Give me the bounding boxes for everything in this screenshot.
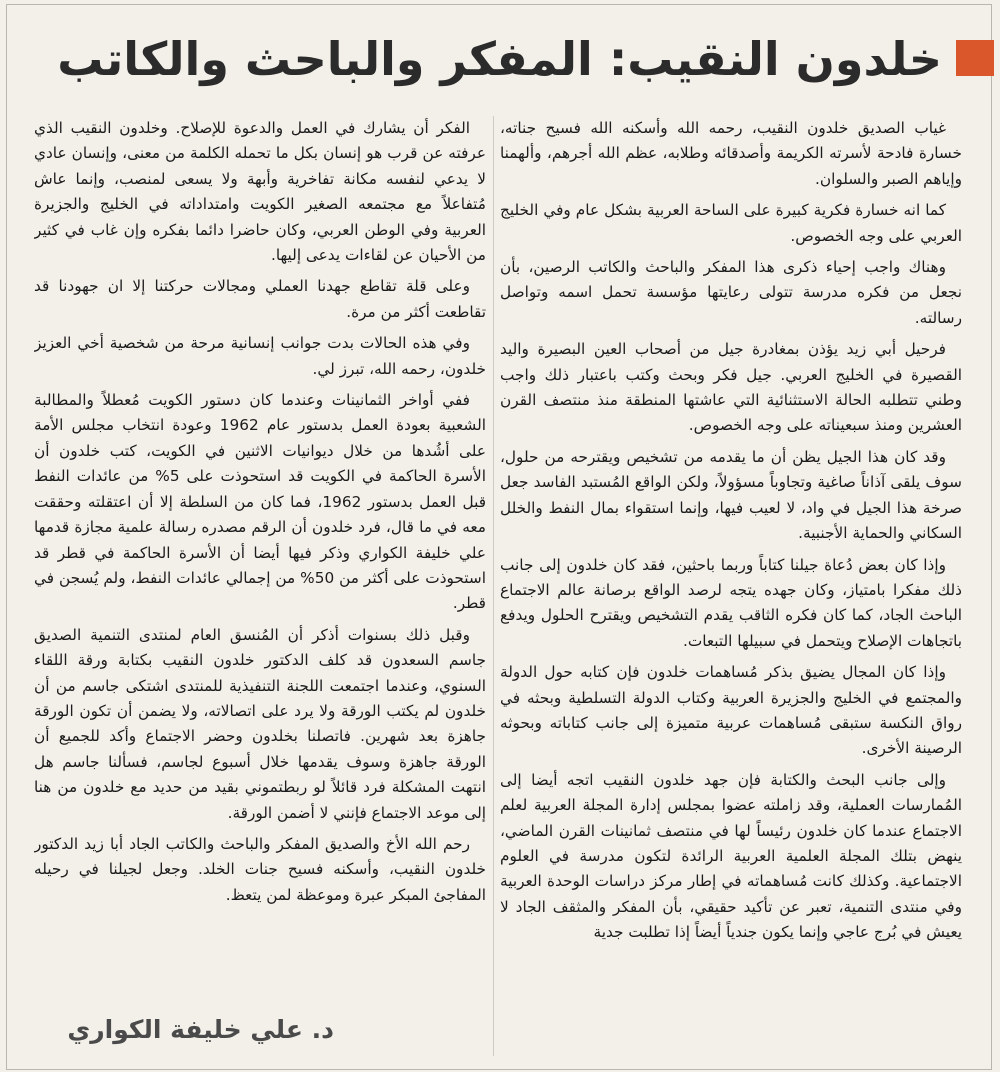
author-byline: د. علي خليفة الكواري [67, 1015, 334, 1044]
paragraph: وإذا كان بعض دُعاة جيلنا كتاباً وربما باحثين، فقد كان خلدون إلى جانب ذلك مفكرا بامتياز، وكان جهده يتجه لرصد الواقع برصانة عالم الاجتماع الباحث الجاد، كما كان فكره الثاقب يقدم التشخيص ويقترح الحلول ويدفع باتجاهات الإصلاح ويتحمل في سبيلها التبعات. [500, 555, 962, 650]
paragraph: وعلى قلة تقاطع جهدنا العملي ومجالات حركتنا إلا ان جهودنا قد تقاطعت أكثر من مرة. [34, 277, 486, 321]
paragraph: وإلى جانب البحث والكتابة فإن جهد خلدون النقيب اتجه أيضا إلى المُمارسات العملية، وقد زاملته عضوا بمجلس إدارة المجلة العربية لعلم الاجتماع عندما كان خلدون رئيساً لها في منتصف ثمانينات القرن الماضي، ينهض بتلك المجلة العلمية العربية الرائدة لتكون مدرسة في العلوم الاجتماعية. وكذلك كانت مُساهماته في إطار مركز دراسات الوحدة العربية وفي منتدى التنمية، تعبر عن تأكيد حقيقي، بأن المفكر والمثقف الجاد لا يعيش في بُرج عاجي وإنما يكون جندياً أيضاً إذا تطلبت جدية [500, 770, 962, 942]
paragraph: الفكر أن يشارك في العمل والدعوة للإصلاح. وخلدون النقيب الذي عرفته عن قرب هو إنسان بكل ما تحمله الكلمة من معنى، وإنسان عادي لا يدعي لنفسه مكانة تفاخرية وأبهة ولا يسعى لمنصب، وإنما عاش مُتفاعلاً مع مجتمعه الصغير الكويت وامتداداته في الخليج والجزيرة العربية وفي الوطن العربي، وكان حاضرا دائما بفكره وإن غاب في كثير من الأحيان عن لقاءات يدعى إليها. [34, 119, 486, 265]
article-column-left [34, 116, 486, 1016]
paragraph: فرحيل أبي زيد يؤذن بمغادرة جيل من أصحاب العين البصيرة واليد القصيرة في الخليج العربي. جيل فكر وبحث وكتب باعتبار ذلك واجب وطني تتطلبه الحالة الاستثنائية التي عاشتها المنطقة منذ منتصف القرن العشرين ومنذ سبعيناته على وجه الخصوص. [500, 340, 962, 435]
paragraph: وقبل ذلك بسنوات أذكر أن المُنسق العام لمنتدى التنمية الصديق جاسم السعدون قد كلف الدكتور خلدون النقيب بكتابة ورقة اللقاء السنوي، وعندما اجتمعت اللجنة التنفيذية للمنتدى اشتكى جاسم من أن خلدون لم يكتب الورقة ولا يرد على اتصالاته، ولا يضمن أن تكون الورقة جاهزة بعد شهرين. فاتصلنا بخلدون وحضر الاجتماع وأكد للجميع أن الورقة جاهزة وسوف يقدمها خلال أسبوع لجاسم، فسألنا جاسم هل انتهت المشكلة فرد قائلاً لو ربطتموني بقيد من حديد مع خلدون من هنا إلى موعد الاجتماع فإنني لا أضمن الورقة. [34, 625, 486, 822]
paragraph: ففي أواخر الثمانينات وعندما كان دستور الكويت مُعطلاً والمطالبة الشعبية بعودة العمل بدستور عام 1962 وعودة انتخاب مجلس الأمة على أشُدها من خلال ديوانيات الاثنين في الكويت، كتب خلدون أن الأسرة الحاكمة في الكويت قد استحوذت على 5% من عائدات النفط قبل العمل بدستور 1962، فما كان من السلطة إلا أن اعتقلته وحققت معه في ما قال، فرد خلدون أن الرقم مصدره رسالة علمية مجازة قدمها علي خليفة الكواري وذكر فيها أيضا أن الأسرة الحاكمة في قطر قد استحوذت على أكثر من 50% من إجمالي عائدات النفط، ولم يُسجن في قطر. [34, 391, 486, 613]
article-headline: خلدون النقيب: المفكر والباحث والكاتب [57, 32, 942, 86]
article-column-right [500, 116, 962, 1062]
paragraph: وهناك واجب إحياء ذكرى هذا المفكر والباحث والكاتب الرصين، بأن نجعل من فكره مدرسة تتولى رعايتها مؤسسة تحمل اسمه وتواصل رسالته. [500, 258, 962, 327]
paragraph: كما انه خسارة فكرية كبيرة على الساحة العربية بشكل عام وفي الخليج العربي على وجه الخصوص. [500, 201, 962, 245]
paragraph: غياب الصديق خلدون النقيب، رحمه الله وأسكنه الله فسيح جناته، خسارة فادحة لأسرته الكريمة وأصدقائه وطلابه، عظم الله أجرهم، وألهمنا وإياهم الصبر والسلوان. [500, 119, 962, 188]
paragraph: وفي هذه الحالات بدت جوانب إنسانية مرحة من شخصية أخي العزيز خلدون، رحمه الله، تبرز لي. [34, 334, 486, 378]
paragraph: رحم الله الأخ والصديق المفكر والباحث والكاتب الجاد أبا زيد الدكتور خلدون النقيب، وأسكنه فسيح جنات الخلد. وجعل لجيلنا في رحيله المفاجئ المبكر عبرة وموعظة لمن يتعظ. [34, 834, 486, 904]
paragraph: وقد كان هذا الجيل يظن أن ما يقدمه من تشخيص ويقترحه من حلول، سوف يلقى آذاناً صاغية وتجاوباً مسؤولاً، ولكن الواقع المُستبد الفاسد جعل صرخة هذا الجيل في واد، لا لعيب فيها، وإنما استقواء بمال النفط والخلل السكاني والحماية الأجنبية. [500, 447, 962, 543]
section-accent-block [956, 40, 994, 76]
paragraph: وإذا كان المجال يضيق بذكر مُساهمات خلدون فإن كتابه حول الدولة والمجتمع في الخليج والجزيرة العربية وكتاب الدولة التسلطية وبحثه في رواق النكسة ستبقى مُساهمات عربية متميزة إلى جانب كتاباته وبحوثه الرصينة الأخرى. [500, 663, 962, 758]
column-divider [493, 116, 494, 1056]
